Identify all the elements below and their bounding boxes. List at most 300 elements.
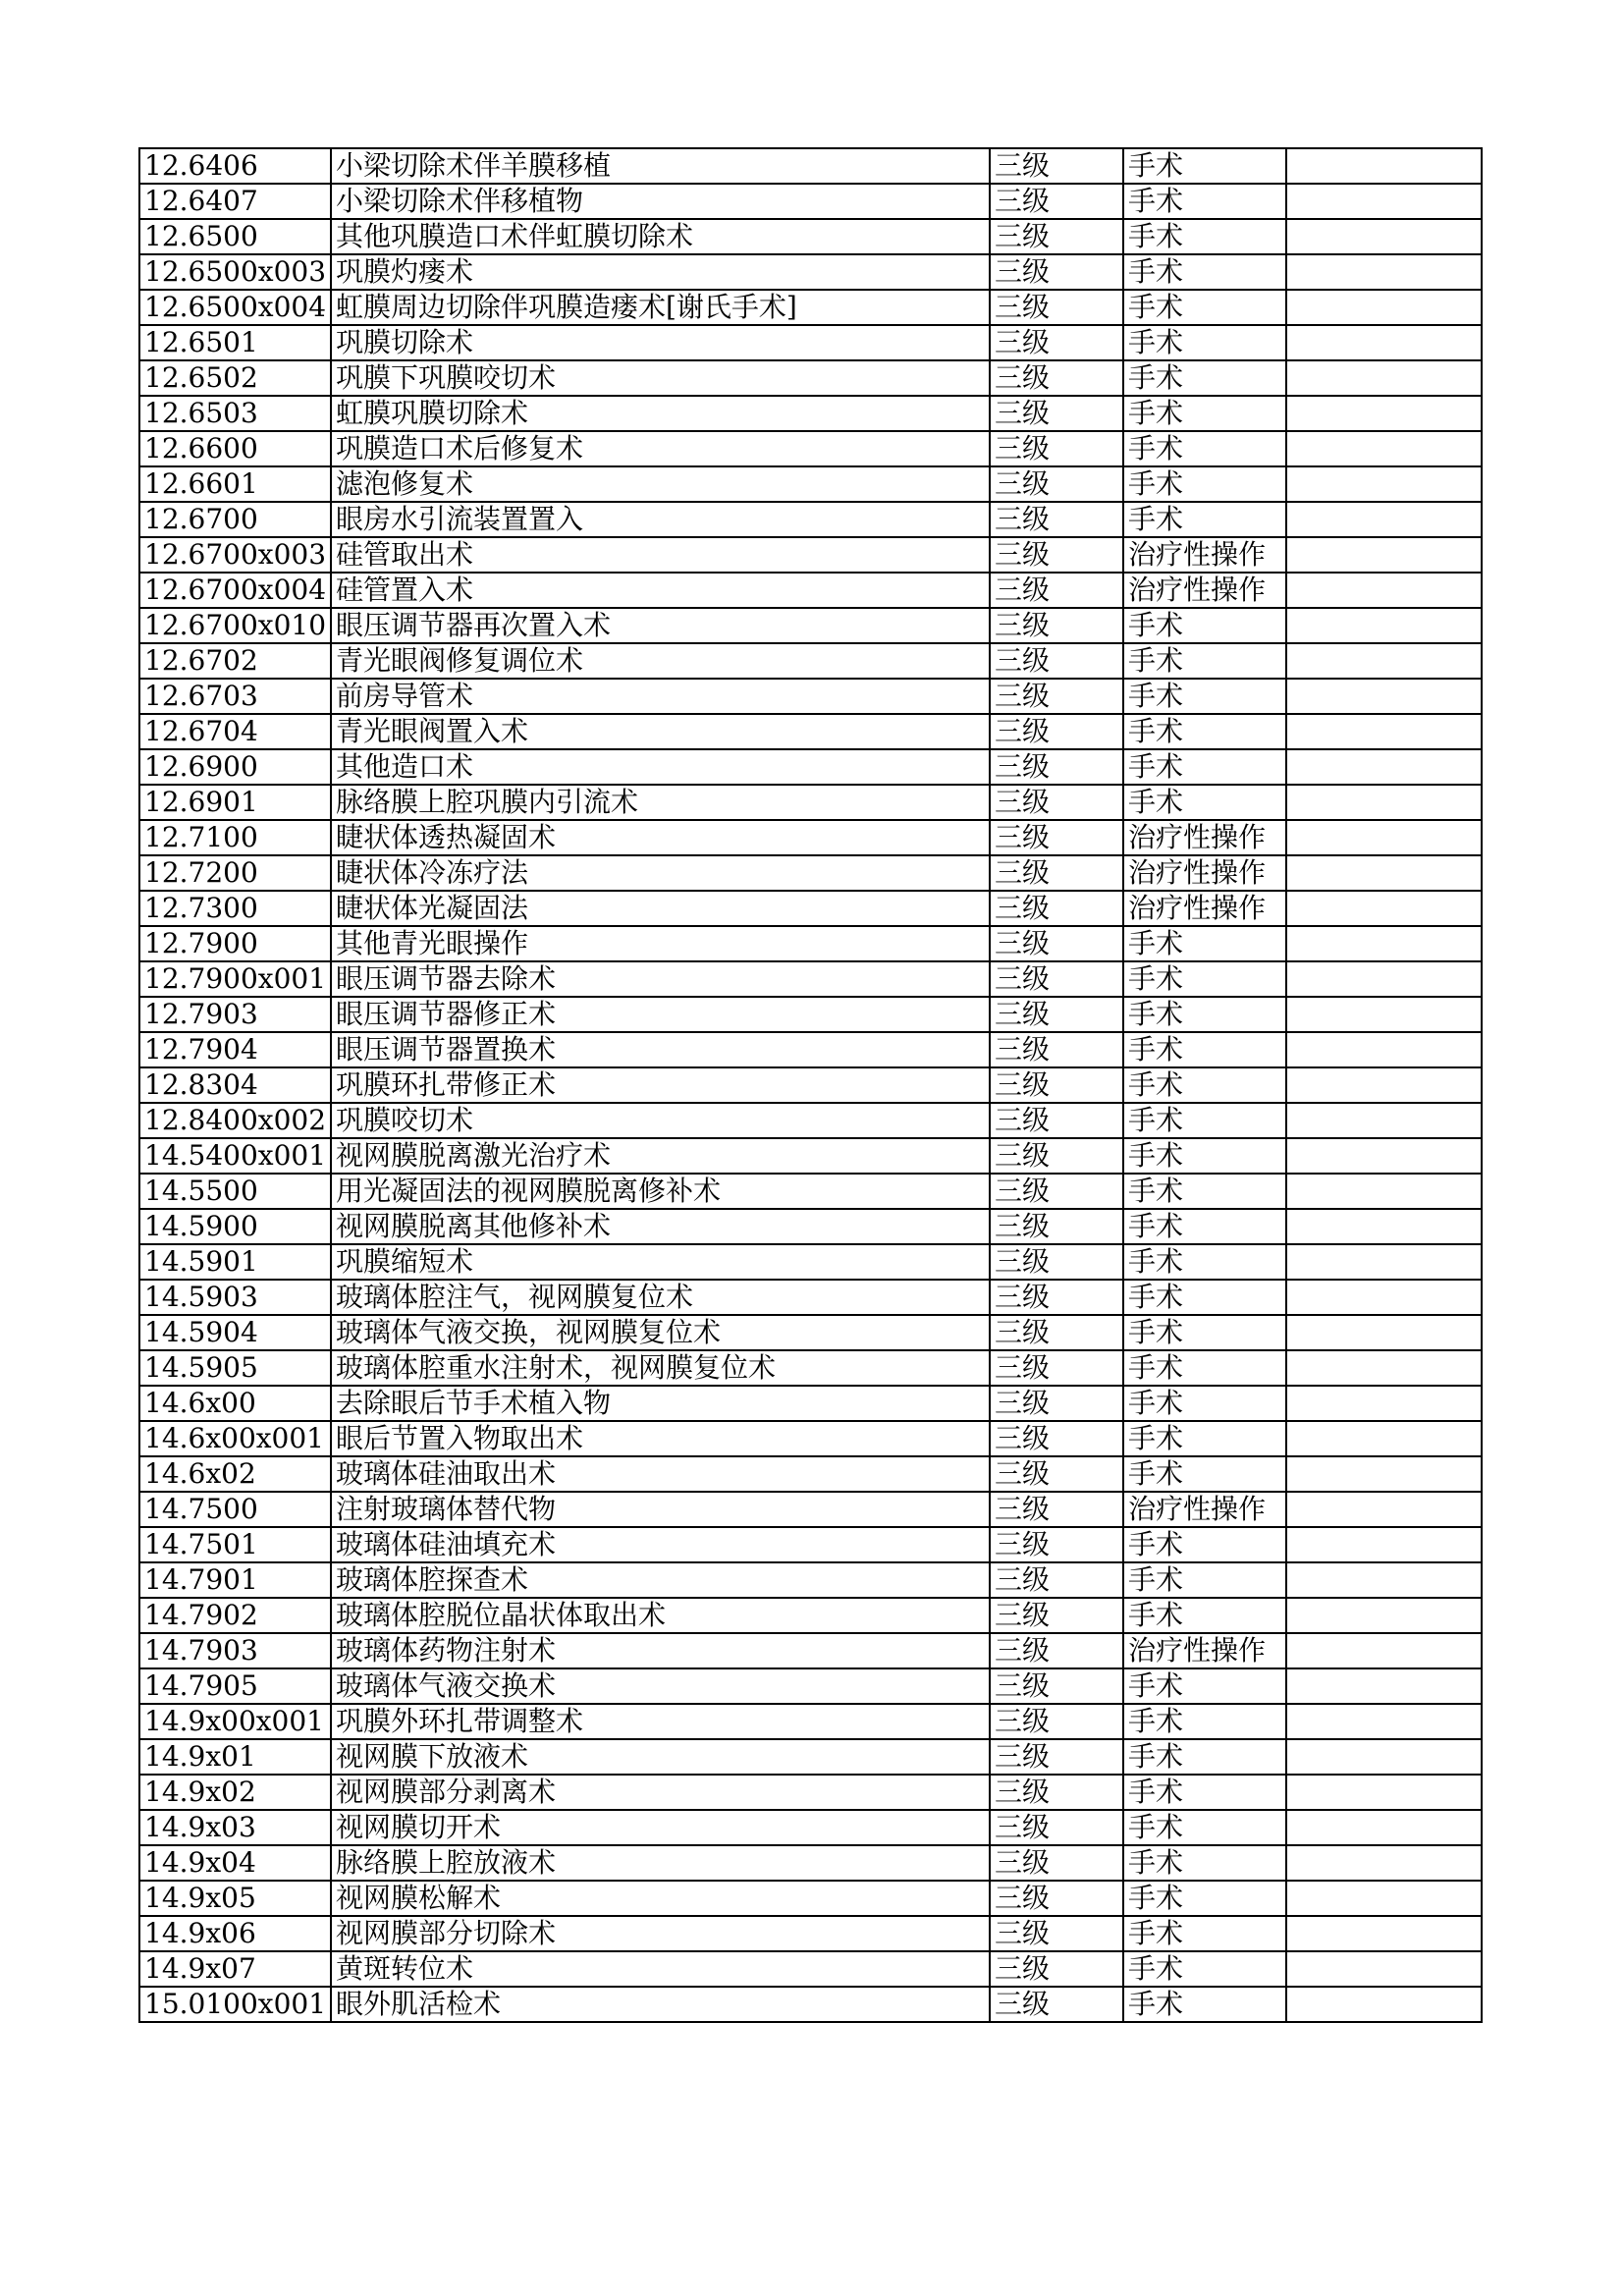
procedure-code-cell: 12.6700: [139, 502, 331, 537]
table-row: [139, 1280, 1482, 1315]
procedure-name-cell: 眼压调节器修正术: [331, 997, 990, 1032]
table-row: [139, 1386, 1482, 1421]
category-cell: 手术: [1123, 219, 1286, 254]
table-row: [139, 961, 1482, 997]
table-row: [139, 1527, 1482, 1562]
remarks-cell: [1286, 431, 1482, 466]
remarks-cell: [1286, 1739, 1482, 1775]
procedure-code-cell: 14.6x02: [139, 1456, 331, 1492]
procedure-code-cell: 15.0100x001: [139, 1987, 331, 2022]
grade-cell: 三级: [990, 1103, 1123, 1138]
table-row: [139, 855, 1482, 891]
procedure-name-cell: 小梁切除术伴移植物: [331, 184, 990, 219]
procedure-code-cell: 12.6901: [139, 785, 331, 820]
procedure-name-cell: 视网膜部分切除术: [331, 1916, 990, 1951]
procedure-code-cell: 12.6700x010: [139, 608, 331, 643]
procedure-name-cell: 巩膜环扎带修正术: [331, 1067, 990, 1103]
procedure-code-cell: 14.7903: [139, 1633, 331, 1668]
table-row: [139, 254, 1482, 290]
procedure-code-cell: 12.6700x004: [139, 573, 331, 608]
category-cell: 手术: [1123, 785, 1286, 820]
remarks-cell: [1286, 1845, 1482, 1881]
category-cell: 手术: [1123, 396, 1286, 431]
procedure-code-cell: 14.5904: [139, 1315, 331, 1350]
remarks-cell: [1286, 466, 1482, 502]
remarks-cell: [1286, 1103, 1482, 1138]
remarks-cell: [1286, 961, 1482, 997]
procedure-name-cell: 巩膜造口术后修复术: [331, 431, 990, 466]
grade-cell: 三级: [990, 1032, 1123, 1067]
category-cell: 手术: [1123, 184, 1286, 219]
table-row: [139, 749, 1482, 785]
category-cell: 手术: [1123, 714, 1286, 749]
table-row: [139, 1067, 1482, 1103]
category-cell: 手术: [1123, 1456, 1286, 1492]
remarks-cell: [1286, 254, 1482, 290]
remarks-cell: [1286, 1244, 1482, 1280]
remarks-cell: [1286, 1881, 1482, 1916]
table-row: [139, 1598, 1482, 1633]
category-cell: 手术: [1123, 1315, 1286, 1350]
table-row: [139, 1103, 1482, 1138]
grade-cell: 三级: [990, 1527, 1123, 1562]
procedure-table-body: [139, 148, 1482, 2022]
category-cell: 手术: [1123, 679, 1286, 714]
grade-cell: 三级: [990, 537, 1123, 573]
remarks-cell: [1286, 997, 1482, 1032]
category-cell: 手术: [1123, 466, 1286, 502]
procedure-code-cell: 12.8304: [139, 1067, 331, 1103]
procedure-code-cell: 12.6501: [139, 325, 331, 360]
procedure-code-cell: 14.9x04: [139, 1845, 331, 1881]
grade-cell: 三级: [990, 1421, 1123, 1456]
remarks-cell: [1286, 1775, 1482, 1810]
grade-cell: 三级: [990, 997, 1123, 1032]
procedure-code-cell: 14.5400x001: [139, 1138, 331, 1174]
grade-cell: 三级: [990, 1562, 1123, 1598]
grade-cell: 三级: [990, 1916, 1123, 1951]
category-cell: 手术: [1123, 1138, 1286, 1174]
table-row: [139, 148, 1482, 184]
procedure-name-cell: 视网膜松解术: [331, 1881, 990, 1916]
remarks-cell: [1286, 1527, 1482, 1562]
table-row: [139, 1456, 1482, 1492]
table-row: [139, 537, 1482, 573]
remarks-cell: [1286, 290, 1482, 325]
procedure-name-cell: 去除眼后节手术植入物: [331, 1386, 990, 1421]
table-row: [139, 502, 1482, 537]
table-row: [139, 360, 1482, 396]
remarks-cell: [1286, 1421, 1482, 1456]
procedure-name-cell: 其他青光眼操作: [331, 926, 990, 961]
remarks-cell: [1286, 1067, 1482, 1103]
grade-cell: 三级: [990, 820, 1123, 855]
procedure-code-cell: 14.7902: [139, 1598, 331, 1633]
category-cell: 治疗性操作: [1123, 1492, 1286, 1527]
procedure-code-cell: 14.9x06: [139, 1916, 331, 1951]
category-cell: 手术: [1123, 1067, 1286, 1103]
procedure-name-cell: 玻璃体腔重水注射术，视网膜复位术: [331, 1350, 990, 1386]
remarks-cell: [1286, 360, 1482, 396]
remarks-cell: [1286, 785, 1482, 820]
table-row: [139, 466, 1482, 502]
procedure-code-cell: 12.6900: [139, 749, 331, 785]
procedure-code-cell: 14.9x00x001: [139, 1704, 331, 1739]
table-row: [139, 1987, 1482, 2022]
category-cell: 手术: [1123, 608, 1286, 643]
table-row: [139, 431, 1482, 466]
procedure-name-cell: 眼后节置入物取出术: [331, 1421, 990, 1456]
table-row: [139, 891, 1482, 926]
procedure-name-cell: 硅管置入术: [331, 573, 990, 608]
category-cell: 手术: [1123, 502, 1286, 537]
category-cell: 手术: [1123, 1739, 1286, 1775]
remarks-cell: [1286, 1704, 1482, 1739]
category-cell: 手术: [1123, 1103, 1286, 1138]
category-cell: 手术: [1123, 1916, 1286, 1951]
grade-cell: 三级: [990, 1456, 1123, 1492]
grade-cell: 三级: [990, 1244, 1123, 1280]
procedure-name-cell: 玻璃体硅油填充术: [331, 1527, 990, 1562]
grade-cell: 三级: [990, 1067, 1123, 1103]
category-cell: 手术: [1123, 1174, 1286, 1209]
category-cell: 手术: [1123, 1810, 1286, 1845]
category-cell: 手术: [1123, 1421, 1286, 1456]
category-cell: 手术: [1123, 1598, 1286, 1633]
remarks-cell: [1286, 502, 1482, 537]
table-row: [139, 1951, 1482, 1987]
procedure-name-cell: 玻璃体气液交换术: [331, 1668, 990, 1704]
remarks-cell: [1286, 1386, 1482, 1421]
table-row: [139, 1032, 1482, 1067]
procedure-code-cell: 14.9x03: [139, 1810, 331, 1845]
category-cell: 手术: [1123, 1280, 1286, 1315]
procedure-name-cell: 睫状体光凝固法: [331, 891, 990, 926]
procedure-name-cell: 黄斑转位术: [331, 1951, 990, 1987]
remarks-cell: [1286, 643, 1482, 679]
procedure-code-cell: 14.6x00: [139, 1386, 331, 1421]
procedure-code-cell: 12.7904: [139, 1032, 331, 1067]
grade-cell: 三级: [990, 1987, 1123, 2022]
category-cell: 手术: [1123, 926, 1286, 961]
table-row: [139, 679, 1482, 714]
grade-cell: 三级: [990, 1633, 1123, 1668]
procedure-name-cell: 滤泡修复术: [331, 466, 990, 502]
grade-cell: 三级: [990, 1775, 1123, 1810]
remarks-cell: [1286, 1810, 1482, 1845]
remarks-cell: [1286, 1633, 1482, 1668]
procedure-code-cell: 12.6503: [139, 396, 331, 431]
remarks-cell: [1286, 219, 1482, 254]
procedure-code-cell: 12.7903: [139, 997, 331, 1032]
procedure-code-cell: 12.6500x004: [139, 290, 331, 325]
category-cell: 手术: [1123, 1775, 1286, 1810]
category-cell: 手术: [1123, 643, 1286, 679]
procedure-code-cell: 14.7901: [139, 1562, 331, 1598]
grade-cell: 三级: [990, 1492, 1123, 1527]
procedure-name-cell: 其他巩膜造口术伴虹膜切除术: [331, 219, 990, 254]
procedure-name-cell: 玻璃体腔探查术: [331, 1562, 990, 1598]
procedure-name-cell: 用光凝固法的视网膜脱离修补术: [331, 1174, 990, 1209]
category-cell: 手术: [1123, 1209, 1286, 1244]
category-cell: 手术: [1123, 325, 1286, 360]
grade-cell: 三级: [990, 891, 1123, 926]
grade-cell: 三级: [990, 1598, 1123, 1633]
category-cell: 治疗性操作: [1123, 573, 1286, 608]
remarks-cell: [1286, 926, 1482, 961]
grade-cell: 三级: [990, 1668, 1123, 1704]
category-cell: 手术: [1123, 997, 1286, 1032]
category-cell: 手术: [1123, 148, 1286, 184]
procedure-code-cell: 12.6500x003: [139, 254, 331, 290]
category-cell: 手术: [1123, 961, 1286, 997]
remarks-cell: [1286, 1032, 1482, 1067]
category-cell: 治疗性操作: [1123, 820, 1286, 855]
procedure-name-cell: 巩膜外环扎带调整术: [331, 1704, 990, 1739]
category-cell: 手术: [1123, 254, 1286, 290]
procedure-code-cell: 14.9x01: [139, 1739, 331, 1775]
table-row: [139, 325, 1482, 360]
procedure-name-cell: 视网膜脱离激光治疗术: [331, 1138, 990, 1174]
grade-cell: 三级: [990, 431, 1123, 466]
remarks-cell: [1286, 1668, 1482, 1704]
category-cell: 治疗性操作: [1123, 891, 1286, 926]
category-cell: 手术: [1123, 290, 1286, 325]
procedure-code-cell: 12.7100: [139, 820, 331, 855]
procedure-name-cell: 脉络膜上腔放液术: [331, 1845, 990, 1881]
procedure-name-cell: 虹膜巩膜切除术: [331, 396, 990, 431]
procedure-name-cell: 玻璃体硅油取出术: [331, 1456, 990, 1492]
procedure-code-cell: 12.6500: [139, 219, 331, 254]
procedure-code-cell: 12.6702: [139, 643, 331, 679]
remarks-cell: [1286, 184, 1482, 219]
procedure-code-cell: 14.5500: [139, 1174, 331, 1209]
procedure-name-cell: 其他造口术: [331, 749, 990, 785]
grade-cell: 三级: [990, 961, 1123, 997]
grade-cell: 三级: [990, 254, 1123, 290]
procedure-name-cell: 注射玻璃体替代物: [331, 1492, 990, 1527]
grade-cell: 三级: [990, 785, 1123, 820]
table-row: [139, 785, 1482, 820]
table-row: [139, 1350, 1482, 1386]
table-row: [139, 1421, 1482, 1456]
remarks-cell: [1286, 1350, 1482, 1386]
procedure-name-cell: 硅管取出术: [331, 537, 990, 573]
grade-cell: 三级: [990, 1704, 1123, 1739]
remarks-cell: [1286, 573, 1482, 608]
procedure-name-cell: 眼压调节器再次置入术: [331, 608, 990, 643]
grade-cell: 三级: [990, 325, 1123, 360]
category-cell: 手术: [1123, 1951, 1286, 1987]
grade-cell: 三级: [990, 926, 1123, 961]
grade-cell: 三级: [990, 608, 1123, 643]
procedure-name-cell: 视网膜下放液术: [331, 1739, 990, 1775]
procedure-name-cell: 眼外肌活检术: [331, 1987, 990, 2022]
category-cell: 手术: [1123, 1244, 1286, 1280]
procedure-name-cell: 睫状体透热凝固术: [331, 820, 990, 855]
procedure-name-cell: 玻璃体腔脱位晶状体取出术: [331, 1598, 990, 1633]
procedure-name-cell: 玻璃体气液交换，视网膜复位术: [331, 1315, 990, 1350]
procedure-code-cell: 14.7501: [139, 1527, 331, 1562]
procedure-code-cell: 14.9x07: [139, 1951, 331, 1987]
table-row: [139, 1704, 1482, 1739]
category-cell: 手术: [1123, 1881, 1286, 1916]
remarks-cell: [1286, 855, 1482, 891]
table-row: [139, 1138, 1482, 1174]
grade-cell: 三级: [990, 396, 1123, 431]
category-cell: 手术: [1123, 1987, 1286, 2022]
remarks-cell: [1286, 749, 1482, 785]
remarks-cell: [1286, 396, 1482, 431]
remarks-cell: [1286, 1209, 1482, 1244]
category-cell: 治疗性操作: [1123, 855, 1286, 891]
grade-cell: 三级: [990, 1350, 1123, 1386]
table-row: [139, 1633, 1482, 1668]
grade-cell: 三级: [990, 1138, 1123, 1174]
table-row: [139, 1562, 1482, 1598]
procedure-code-cell: 12.7900x001: [139, 961, 331, 997]
procedure-name-cell: 巩膜缩短术: [331, 1244, 990, 1280]
procedure-code-cell: 14.5901: [139, 1244, 331, 1280]
grade-cell: 三级: [990, 1386, 1123, 1421]
procedure-code-cell: 12.6502: [139, 360, 331, 396]
category-cell: 手术: [1123, 1032, 1286, 1067]
remarks-cell: [1286, 608, 1482, 643]
remarks-cell: [1286, 891, 1482, 926]
table-row: [139, 1845, 1482, 1881]
remarks-cell: [1286, 1916, 1482, 1951]
procedure-code-cell: 12.6704: [139, 714, 331, 749]
table-row: [139, 1492, 1482, 1527]
grade-cell: 三级: [990, 643, 1123, 679]
grade-cell: 三级: [990, 1810, 1123, 1845]
table-row: [139, 1916, 1482, 1951]
grade-cell: 三级: [990, 1315, 1123, 1350]
table-row: [139, 290, 1482, 325]
grade-cell: 三级: [990, 714, 1123, 749]
procedure-code-cell: 14.5900: [139, 1209, 331, 1244]
procedure-code-cell: 14.5903: [139, 1280, 331, 1315]
remarks-cell: [1286, 679, 1482, 714]
procedure-name-cell: 青光眼阀修复调位术: [331, 643, 990, 679]
grade-cell: 三级: [990, 749, 1123, 785]
table-row: [139, 1810, 1482, 1845]
grade-cell: 三级: [990, 1280, 1123, 1315]
procedure-name-cell: 玻璃体药物注射术: [331, 1633, 990, 1668]
procedure-name-cell: 眼房水引流装置置入: [331, 502, 990, 537]
table-row: [139, 1739, 1482, 1775]
procedure-name-cell: 视网膜切开术: [331, 1810, 990, 1845]
grade-cell: 三级: [990, 1845, 1123, 1881]
procedure-name-cell: 视网膜脱离其他修补术: [331, 1209, 990, 1244]
procedure-code-cell: 12.6601: [139, 466, 331, 502]
category-cell: 手术: [1123, 360, 1286, 396]
table-row: [139, 820, 1482, 855]
procedure-code-cell: 12.8400x002: [139, 1103, 331, 1138]
procedure-code-cell: 12.6703: [139, 679, 331, 714]
procedure-code-cell: 12.7300: [139, 891, 331, 926]
category-cell: 手术: [1123, 749, 1286, 785]
grade-cell: 三级: [990, 360, 1123, 396]
table-row: [139, 1775, 1482, 1810]
procedure-name-cell: 巩膜下巩膜咬切术: [331, 360, 990, 396]
remarks-cell: [1286, 325, 1482, 360]
grade-cell: 三级: [990, 1174, 1123, 1209]
table-row: [139, 184, 1482, 219]
table-row: [139, 643, 1482, 679]
procedure-code-cell: 14.9x02: [139, 1775, 331, 1810]
grade-cell: 三级: [990, 1739, 1123, 1775]
grade-cell: 三级: [990, 679, 1123, 714]
grade-cell: 三级: [990, 184, 1123, 219]
category-cell: 治疗性操作: [1123, 537, 1286, 573]
procedure-name-cell: 玻璃体腔注气，视网膜复位术: [331, 1280, 990, 1315]
category-cell: 手术: [1123, 1527, 1286, 1562]
procedure-code-cell: 12.6407: [139, 184, 331, 219]
remarks-cell: [1286, 1562, 1482, 1598]
procedure-code-cell: 14.9x05: [139, 1881, 331, 1916]
remarks-cell: [1286, 1598, 1482, 1633]
procedure-name-cell: 巩膜灼瘘术: [331, 254, 990, 290]
procedure-code-cell: 12.7200: [139, 855, 331, 891]
procedure-code-cell: 14.7500: [139, 1492, 331, 1527]
category-cell: 手术: [1123, 1350, 1286, 1386]
remarks-cell: [1286, 1492, 1482, 1527]
procedure-table-container: [138, 147, 1483, 2023]
category-cell: 手术: [1123, 1386, 1286, 1421]
procedure-code-cell: 14.7905: [139, 1668, 331, 1704]
table-row: [139, 926, 1482, 961]
table-row: [139, 1881, 1482, 1916]
procedure-code-cell: 12.7900: [139, 926, 331, 961]
procedure-code-cell: 14.5905: [139, 1350, 331, 1386]
remarks-cell: [1286, 537, 1482, 573]
table-row: [139, 396, 1482, 431]
remarks-cell: [1286, 1174, 1482, 1209]
procedure-name-cell: 巩膜咬切术: [331, 1103, 990, 1138]
remarks-cell: [1286, 1315, 1482, 1350]
category-cell: 治疗性操作: [1123, 1633, 1286, 1668]
procedure-name-cell: 虹膜周边切除伴巩膜造瘘术[谢氏手术]: [331, 290, 990, 325]
remarks-cell: [1286, 1138, 1482, 1174]
procedure-name-cell: 眼压调节器置换术: [331, 1032, 990, 1067]
remarks-cell: [1286, 148, 1482, 184]
remarks-cell: [1286, 1456, 1482, 1492]
table-row: [139, 714, 1482, 749]
grade-cell: 三级: [990, 1209, 1123, 1244]
grade-cell: 三级: [990, 855, 1123, 891]
remarks-cell: [1286, 1280, 1482, 1315]
procedure-name-cell: 脉络膜上腔巩膜内引流术: [331, 785, 990, 820]
procedure-code-cell: 14.6x00x001: [139, 1421, 331, 1456]
procedure-name-cell: 眼压调节器去除术: [331, 961, 990, 997]
remarks-cell: [1286, 1987, 1482, 2022]
grade-cell: 三级: [990, 219, 1123, 254]
grade-cell: 三级: [990, 502, 1123, 537]
category-cell: 手术: [1123, 1562, 1286, 1598]
procedure-name-cell: 青光眼阀置入术: [331, 714, 990, 749]
procedure-code-cell: 12.6406: [139, 148, 331, 184]
grade-cell: 三级: [990, 290, 1123, 325]
procedure-name-cell: 巩膜切除术: [331, 325, 990, 360]
table-row: [139, 219, 1482, 254]
table-row: [139, 1244, 1482, 1280]
table-row: [139, 608, 1482, 643]
table-row: [139, 1209, 1482, 1244]
table-row: [139, 1315, 1482, 1350]
procedure-name-cell: 视网膜部分剥离术: [331, 1775, 990, 1810]
remarks-cell: [1286, 1951, 1482, 1987]
